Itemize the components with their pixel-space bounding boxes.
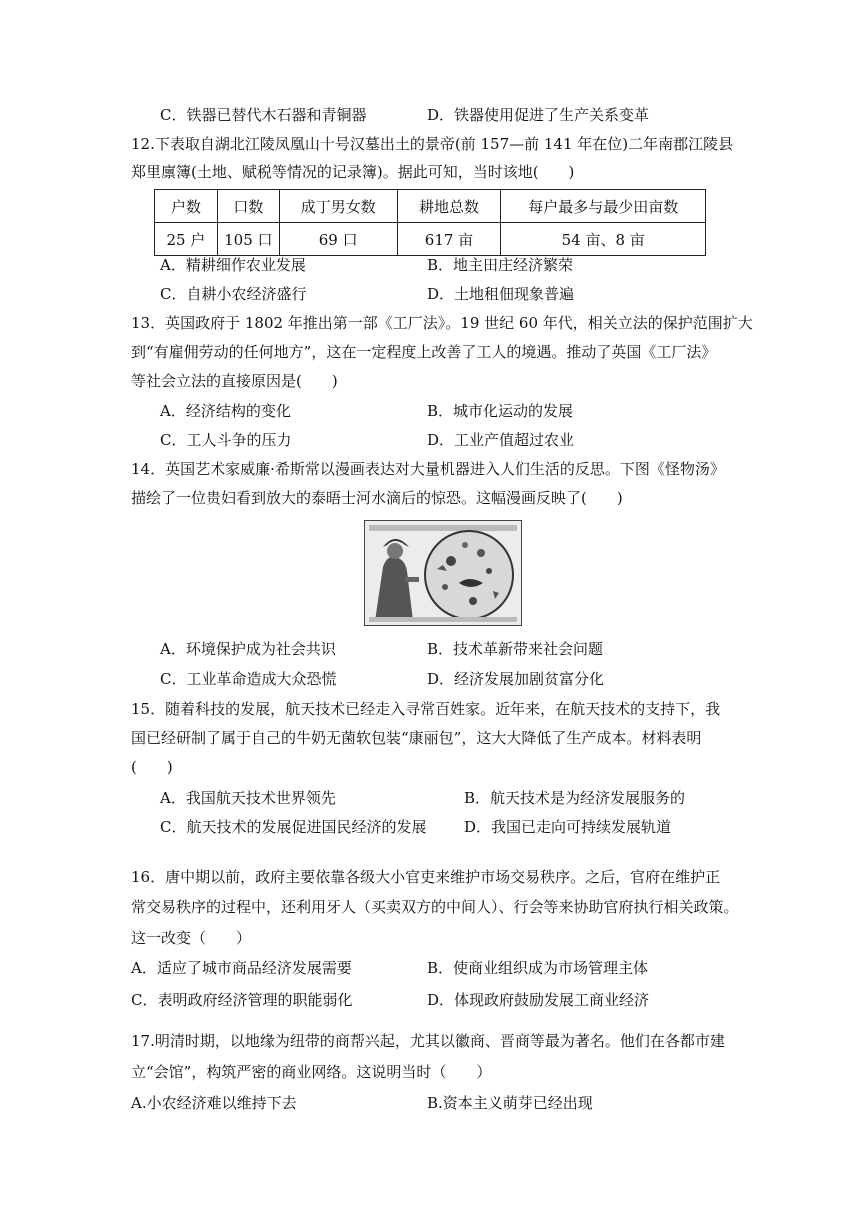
q13-stem-line-3: 等社会立法的直接原因是( ) [131,372,338,390]
table-header-row [155,190,706,223]
q13-option-d: D．工业产值超过农业 [427,431,575,449]
q15-option-d: D．我国已走向可持续发展轨道 [464,818,672,836]
q12-option-d: D．土地租佃现象普遍 [427,285,575,303]
q14-stem-line-1: 14．英国艺术家威廉·希斯常以漫画表达对大量机器进入人们生活的反思。下图《怪物汤》 [131,460,725,478]
q15-stem-line-1: 15．随着科技的发展，航天技术已经走入寻常百姓家。近年来，在航天技术的支持下，我 [131,700,721,718]
q16-option-c: C．表明政府经济管理的职能弱化 [131,991,353,1009]
q16-stem-line-1: 16．唐中期以前，政府主要依靠各级大小官吏来维护市场交易秩序。之后，官府在维护正 [131,868,721,886]
q17-option-b: B.资本主义萌芽已经出现 [427,1094,593,1112]
q14-stem-line-2: 描绘了一位贵妇看到放大的泰晤士河水滴后的惊恐。这幅漫画反映了( ) [131,489,623,507]
q15-option-c: C．航天技术的发展促进国民经济的发展 [160,818,427,836]
q14-option-c: C．工业革命造成大众恐慌 [160,670,337,688]
table-header-cell: 户数 [155,190,218,223]
q14-option-b: B．技术革新带来社会问题 [427,640,604,658]
q12-register-table [154,189,706,256]
q17-stem-line-2: 立“会馆”，构筑严密的商业网络。这说明当时（ ） [131,1063,492,1081]
q15-stem-line-3: ( ) [131,758,173,776]
table-header-cell: 口数 [217,190,279,223]
q16-option-a: A．适应了城市商品经济发展需要 [131,959,352,977]
table-row [155,223,706,256]
table-cell: 54 亩、8 亩 [501,223,706,256]
q13-stem-line-2: 到“有雇佣劳动的任何地方”，这在一定程度上改善了工人的境遇。推动了英国《工厂法》 [131,343,717,361]
q12-stem-line-2: 郑里廪簿(土地、赋税等情况的记录簿)。据此可知，当时该地( ) [131,163,575,181]
q12-option-b: B．地主田庄经济繁荣 [427,256,574,274]
table-header-cell: 成丁男女数 [279,190,397,223]
q15-option-b: B．航天技术是为经济发展服务的 [464,789,686,807]
table-header-cell: 耕地总数 [397,190,501,223]
table-cell: 69 口 [279,223,397,256]
q14-option-a: A．环境保护成为社会共识 [160,640,336,658]
cartoon-illustration [365,521,521,625]
q13-option-c: C．工人斗争的压力 [160,431,292,449]
q13-option-a: A．经济结构的变化 [160,402,291,420]
table-cell: 25 户 [155,223,218,256]
table-header-cell: 每户最多与最少田亩数 [501,190,706,223]
monster-soup-cartoon-image [364,520,522,626]
q15-option-a: A．我国航天技术世界领先 [160,789,336,807]
q15-stem-line-2: 国已经研制了属于自己的牛奶无菌软包装“康丽包”，这大大降低了生产成本。材料表明 [131,729,702,747]
q14-option-d: D．经济发展加剧贫富分化 [427,670,605,688]
q13-option-b: B．城市化运动的发展 [427,402,574,420]
q11-option-d: D．铁器使用促进了生产关系变革 [427,106,650,124]
table-cell: 617 亩 [397,223,501,256]
q16-stem-line-2: 常交易秩序的过程中，还利用牙人（买卖双方的中间人）、行会等来协助官府执行相关政策。 [131,898,739,916]
q12-option-c: C．自耕小农经济盛行 [160,285,307,303]
q16-option-b: B．使商业组织成为市场管理主体 [427,959,649,977]
q17-stem-line-1: 17.明清时期，以地缘为纽带的商帮兴起，尤其以徽商、晋商等最为著名。他们在各都市建 [131,1032,725,1050]
q11-option-c: C．铁器已替代木石器和青铜器 [160,106,367,124]
q12-option-a: A．精耕细作农业发展 [160,256,306,274]
q16-option-d: D．体现政府鼓励发展工商业经济 [427,991,650,1009]
q12-stem-line-1: 12.下表取自湖北江陵凤凰山十号汉墓出土的景帝(前 157—前 141 年在位)二年南郡江陵县 [131,135,734,153]
table-cell: 105 口 [217,223,279,256]
q17-option-a: A.小农经济难以维持下去 [131,1094,297,1112]
q13-stem-line-1: 13．英国政府于 1802 年推出第一部《工厂法》。19 世纪 60 年代，相关立法的保护范围扩大 [131,314,753,332]
q16-stem-line-3: 这一改变（ ） [131,929,252,947]
